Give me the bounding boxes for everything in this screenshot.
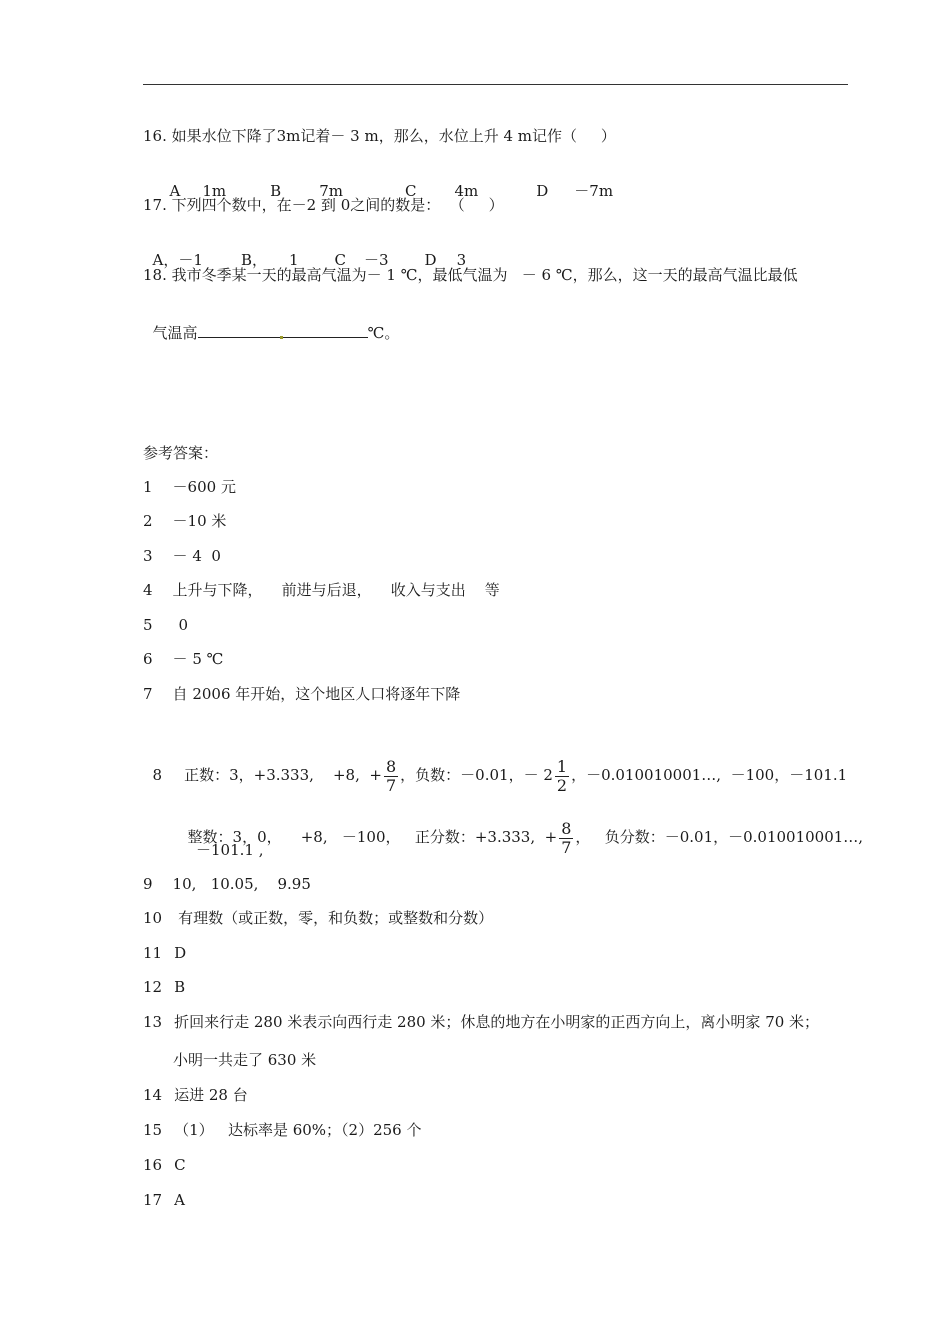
answer-13-line2: 小明一共走了 630 米 <box>173 1051 317 1069</box>
answer-number: 10 <box>143 909 163 927</box>
option-b-text: 1 <box>288 251 299 269</box>
answer-text: D <box>174 944 187 962</box>
option-c-label: C <box>334 251 346 269</box>
answer-text: －10 米 <box>172 512 227 530</box>
answer-8-negative-fractions: ， 负分数：－0.01，－0.010010001…, <box>575 828 864 846</box>
answer-number: 2 <box>143 512 153 530</box>
answer-text: （1） 达标率是 60%；（2）256 个 <box>174 1121 422 1139</box>
answer-number: 7 <box>143 685 153 703</box>
question-16-stem: 16. 如果水位下降了3m记着－ 3 m，那么，水位上升 4 m记作（ ） <box>143 127 616 145</box>
answer-16 <box>143 1155 186 1175</box>
answers-heading: 参考答案： <box>143 444 219 462</box>
option-a-text: 1m <box>202 182 227 200</box>
fraction-denominator: 2 <box>556 775 568 795</box>
option-a-label: A， <box>152 251 179 269</box>
answer-text: 10, 10.05, 9.95 <box>172 875 311 893</box>
option-c-text: －3 <box>364 251 389 269</box>
answer-text: 自 2006 年开始，这个地区人口将逐年下降 <box>172 685 461 703</box>
answer-3 <box>143 546 221 566</box>
option-a-text: －1 <box>178 251 203 269</box>
option-c-text: 4m <box>454 182 479 200</box>
answer-number: 1 <box>143 478 153 496</box>
question-18-line2 <box>143 303 399 343</box>
answer-text: 0 <box>178 616 189 634</box>
answer-8-negative-rest: ，－0.010010001…, －100，－101.1 <box>571 766 848 784</box>
fraction-8-7-b <box>559 820 573 857</box>
answer-7 <box>143 684 460 704</box>
option-b-label: B <box>270 182 282 200</box>
answer-12 <box>143 977 185 997</box>
answer-number: 6 <box>143 650 153 668</box>
answer-13 <box>143 1012 819 1032</box>
answer-number: 9 <box>143 875 153 893</box>
answer-number: 13 <box>143 1013 163 1031</box>
answer-17 <box>143 1190 185 1210</box>
answer-text: 折回来行走 280 米表示向西行走 280 米；休息的地方在小明家的正西方向上，离小明家 70 米； <box>174 1013 820 1031</box>
answer-text: B <box>174 978 186 996</box>
answer-number: 4 <box>143 581 153 599</box>
option-d-text: －7m <box>574 182 614 200</box>
fraction-numerator: 1 <box>556 756 568 776</box>
question-18-line1: 18. 我市冬季某一天的最高气温为－ 1 ℃，最低气温为 － 6 ℃，那么，这一天的最高气温比最低 <box>143 266 798 284</box>
answer-14 <box>143 1085 248 1105</box>
option-d-text: 3 <box>456 251 467 269</box>
question-18-suffix: ℃。 <box>367 324 400 342</box>
option-b-label: B， <box>240 251 267 269</box>
answer-number: 3 <box>143 547 153 565</box>
answer-4 <box>143 580 500 600</box>
answer-number: 14 <box>143 1086 163 1104</box>
answer-number: 16 <box>143 1156 163 1174</box>
answer-6 <box>143 649 223 669</box>
answer-number: 8 <box>152 766 163 784</box>
answer-number: 11 <box>143 944 163 962</box>
fraction-denominator: 7 <box>561 837 572 857</box>
answer-8-line3: －101.1 , <box>196 841 264 859</box>
fraction-numerator: 8 <box>561 818 572 838</box>
question-18-prefix: 气温高 <box>152 324 198 342</box>
answer-text: 运进 28 台 <box>174 1086 248 1104</box>
answer-8-integers: 整数：3，0， +8, －100， 正分数：+3.333, + <box>187 828 558 846</box>
answer-8-positive: 正数：3，+3.333, +8, + <box>184 766 382 784</box>
fraction-denominator: 7 <box>385 775 397 795</box>
question-17-options <box>143 230 466 270</box>
answer-11 <box>143 943 186 963</box>
option-d-label: D <box>536 182 549 200</box>
answer-8-negative: ，负数：－0.01，－ 2 <box>400 766 553 784</box>
option-b-text: 7m <box>319 182 343 200</box>
answer-number: 15 <box>143 1121 163 1139</box>
option-d-label: D <box>424 251 437 269</box>
answer-number: 12 <box>143 978 163 996</box>
answer-10 <box>143 908 493 928</box>
option-c-label: C <box>404 182 417 200</box>
answer-blank[interactable] <box>198 323 368 338</box>
blank-mark <box>280 336 283 339</box>
answer-8-line2 <box>178 780 863 857</box>
answer-2 <box>143 511 226 531</box>
answer-15 <box>143 1120 422 1140</box>
answer-number: 5 <box>143 616 153 634</box>
answer-text: C <box>174 1156 186 1174</box>
answer-text: A <box>174 1191 185 1209</box>
answer-text: － 5 ℃ <box>172 650 224 668</box>
answer-text: －600 元 <box>172 478 236 496</box>
answer-text: 有理数（或正数，零，和负数；或整数和分数） <box>178 909 494 927</box>
answer-9 <box>143 874 311 894</box>
answer-5 <box>143 615 188 635</box>
fraction-numerator: 8 <box>385 756 397 776</box>
answer-number: 17 <box>143 1191 163 1209</box>
answer-text: 上升与下降， 前进与后退， 收入与支出 等 <box>172 581 500 599</box>
answer-text: － 4 0 <box>172 547 221 565</box>
option-a-label: A <box>169 182 181 200</box>
answer-1 <box>143 477 236 497</box>
header-rule <box>143 84 848 85</box>
question-17-stem: 17. 下列四个数中，在－2 到 0之间的数是： （ ） <box>143 196 504 214</box>
